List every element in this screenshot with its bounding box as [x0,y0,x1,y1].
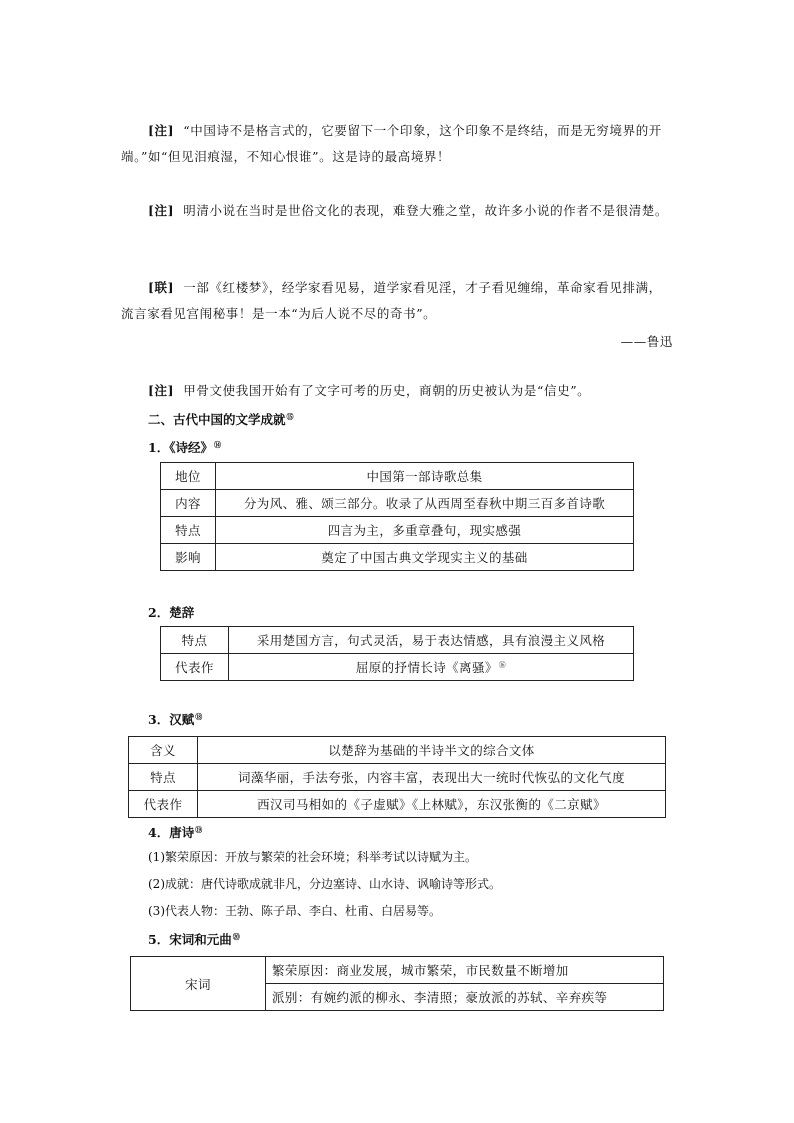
row-value: 奠定了中国古典文学现实主义的基础 [216,544,634,571]
row-value-text: 屈原的抒情长诗《离骚》 [355,660,498,675]
note-text: 甲骨文使我国开始有了文字可考的历史，商朝的历史被认为是“信史”。 [183,383,591,398]
row-label: 特点 [161,627,229,654]
tangshi-item: (1)繁荣原因：开放与繁荣的社会环境；科举考试以诗赋为主。 [148,850,478,864]
tangshi-item: (3)代表人物：王勃、陈子昂、李白、杜甫、白居易等。 [148,904,442,918]
annotation-mark: ⑭ [213,440,221,449]
row-value: 采用楚国方言，句式灵活，易于表达情感，具有浪漫主义风格 [229,627,634,654]
chuci-table [160,626,634,681]
annotation-mark: ⑳ [232,932,240,941]
hanfu-title [148,710,202,728]
row-label: 特点 [161,517,216,544]
row-label: 宋词 [131,957,266,1011]
annotation-mark: ⑮ [286,412,294,421]
tangshi-item: (2)成就：唐代诗歌成就非凡，分边塞诗、山水诗、讽喻诗等形式。 [148,877,502,891]
section-title [148,410,294,428]
table-row [161,627,634,654]
table-row [129,791,666,818]
hanfu-table [128,736,666,818]
songci-title [148,930,240,948]
shijing-title-text: 1．《诗经》 [148,440,213,455]
row-value: 词藻华丽，手法夸张，内容丰富，表现出大一统时代恢弘的文化气度 [198,764,666,791]
row-label: 特点 [129,764,198,791]
table-row [161,490,634,517]
note-tag: [注] [148,203,175,218]
row-label: 代表作 [129,791,198,818]
table-row [131,957,664,984]
row-value: 四言为主，多重章叠句，现实感强 [216,517,634,544]
row-label: 地位 [161,463,216,490]
songci-title-text: 5．宋词和元曲 [148,932,232,947]
table-row [161,517,634,544]
row-label: 影响 [161,544,216,571]
tangshi-title [148,823,202,841]
note-text: “中国诗不是格言式的，它要留下一个印象，这个印象不是终结，而是无穷境界的开端。”如“但见泪痕湿，不知心恨谁”。这是诗的最高境界！ [121,123,662,164]
note-2 [121,198,673,224]
section-title-text: 二、古代中国的文学成就 [148,412,286,427]
shijing-title [148,438,221,456]
row-value: 西汉司马相如的《子虚赋》《上林赋》，东汉张衡的《二京赋》 [198,791,666,818]
row-value: 以楚辞为基础的半诗半文的综合文体 [198,737,666,764]
chuci-title: 2．楚辞 [148,605,195,620]
row-label: 含义 [129,737,198,764]
row-label: 内容 [161,490,216,517]
note-text: 一部《红楼梦》，经学家看见易，道学家看见淫，才子看见缠绵，革命家看见排满，流言家看见宫闱秘事！是一本“为后人说不尽的奇书”。 [121,280,662,321]
note-4 [121,378,681,404]
note-tag: [注] [148,123,175,138]
row-value [229,654,634,681]
songci-table [130,956,664,1011]
annotation-mark: ⑲ [195,825,203,834]
table-row [129,764,666,791]
note-1 [121,118,673,170]
row-label: 代表作 [161,654,229,681]
tangshi-title-text: 4．唐诗 [148,825,195,840]
note-tag: [注] [148,383,175,398]
table-row [129,737,666,764]
link-note [121,275,673,327]
note-tag: [联] [148,280,175,295]
hanfu-title-text: 3．汉赋 [148,712,195,727]
annotation-mark: ⑱ [195,712,203,721]
row-value: 派别：有婉约派的柳永、李清照；豪放派的苏轼、辛弃疾等 [266,984,664,1011]
note-text: 明清小说在当时是世俗文化的表现，难登大雅之堂，故许多小说的作者不是很清楚。 [183,203,668,218]
table-row [161,544,634,571]
shijing-table [160,462,634,571]
row-value: 分为风、雅、颂三部分。收录了从西周至春秋中期三百多首诗歌 [216,490,634,517]
attribution: ——鲁迅 [620,334,673,349]
row-value: 繁荣原因：商业发展，城市繁荣，市民数量不断增加 [266,957,664,984]
row-value: 中国第一部诗歌总集 [216,463,634,490]
table-row [161,463,634,490]
table-row [161,654,634,681]
annotation-mark: ⑯ [498,660,507,669]
